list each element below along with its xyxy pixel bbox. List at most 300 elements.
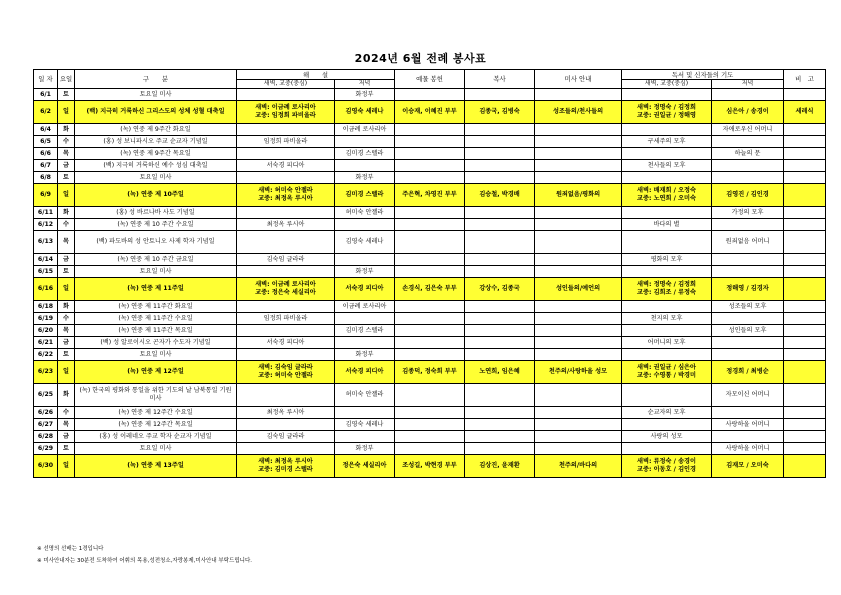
category-cell: (녹) 연중 제 11주간 화요일 — [75, 301, 237, 313]
category-cell: 토요일 미사 — [75, 266, 237, 278]
weekday-cell: 금 — [58, 254, 75, 266]
offering-cell — [395, 443, 465, 455]
category-cell: (녹) 연중 제 11주일 — [75, 278, 237, 301]
lectors-dawn-cell: 어머니의 모후 — [622, 337, 712, 349]
reading-dawn-cell — [237, 124, 335, 136]
lectors-evening-cell — [712, 172, 784, 184]
date-cell: 6/6 — [34, 148, 58, 160]
reading-evening-cell: 화정부 — [335, 266, 395, 278]
weekday-cell: 수 — [58, 313, 75, 325]
reading-dawn-cell: 새벽: 김숙임 글라라 교중: 허미숙 안젤라 — [237, 361, 335, 384]
lectors-evening-cell: 심은아 / 송경이 — [712, 101, 784, 124]
offering-cell — [395, 301, 465, 313]
service-cell — [465, 301, 535, 313]
mass-guide-cell: 성조들의/천사들의 — [535, 101, 622, 124]
remarks-cell — [784, 124, 826, 136]
reading-dawn-cell — [237, 266, 335, 278]
reading-evening-cell: 김영숙 세레나 — [335, 419, 395, 431]
lectors-evening-cell: 성인들의 모후 — [712, 325, 784, 337]
reading-evening-cell: 김미경 스텔라 — [335, 148, 395, 160]
date-cell: 6/28 — [34, 431, 58, 443]
offering-cell — [395, 431, 465, 443]
offering-cell — [395, 384, 465, 407]
table-row — [34, 231, 826, 254]
weekday-cell: 화 — [58, 301, 75, 313]
weekday-cell: 금 — [58, 160, 75, 172]
lectors-evening-cell: 자애로우신 어머니 — [712, 124, 784, 136]
reading-evening-cell: 화정부 — [335, 172, 395, 184]
offering-cell — [395, 136, 465, 148]
lectors-dawn-cell: 천지의 모후 — [622, 313, 712, 325]
category-cell: (백) 지극히 거룩하신 그리스도의 성체 성혈 대축일 — [75, 101, 237, 124]
lectors-evening-cell — [712, 89, 784, 101]
mass-guide-cell — [535, 301, 622, 313]
reading-dawn-cell: 서숙경 피디아 — [237, 337, 335, 349]
category-cell: 토요일 미사 — [75, 172, 237, 184]
weekday-cell: 목 — [58, 325, 75, 337]
service-cell: 김승철, 박경배 — [465, 184, 535, 207]
lectors-evening-cell — [712, 313, 784, 325]
lectors-dawn-cell: 새벽: 정명숙 / 김정희 교중: 권일균 / 정해영 — [622, 101, 712, 124]
reading-evening-cell — [335, 254, 395, 266]
header-date: 일 자 — [34, 70, 58, 89]
weekday-cell: 금 — [58, 431, 75, 443]
reading-dawn-cell: 김숙임 글라라 — [237, 254, 335, 266]
date-cell: 6/20 — [34, 325, 58, 337]
category-cell: (녹) 연중 제 9주간 목요일 — [75, 148, 237, 160]
service-cell — [465, 325, 535, 337]
mass-guide-cell — [535, 136, 622, 148]
reading-dawn-cell: 새벽: 허미숙 안젤라 교중: 최정옥 루시아 — [237, 184, 335, 207]
offering-cell — [395, 89, 465, 101]
mass-guide-cell: 원죄없음/평화의 — [535, 184, 622, 207]
reading-evening-cell — [335, 431, 395, 443]
date-cell: 6/27 — [34, 419, 58, 431]
service-cell — [465, 219, 535, 231]
lectors-evening-cell: 가정의 모후 — [712, 207, 784, 219]
lectors-evening-cell — [712, 349, 784, 361]
lectors-dawn-cell — [622, 231, 712, 254]
reading-dawn-cell: 최정옥 루시아 — [237, 407, 335, 419]
header-weekday: 요일 — [58, 70, 75, 89]
service-cell — [465, 337, 535, 349]
lectors-evening-cell — [712, 266, 784, 278]
weekday-cell: 토 — [58, 89, 75, 101]
remarks-cell — [784, 231, 826, 254]
reading-dawn-cell — [237, 231, 335, 254]
weekday-cell: 수 — [58, 407, 75, 419]
lectors-evening-cell: 하늘의 문 — [712, 148, 784, 160]
lectors-evening-cell: 사랑하올 어머니 — [712, 419, 784, 431]
service-cell — [465, 231, 535, 254]
mass-guide-cell — [535, 124, 622, 136]
reading-evening-cell: 허미숙 안젤라 — [335, 207, 395, 219]
remarks-cell — [784, 160, 826, 172]
lectors-evening-cell — [712, 160, 784, 172]
remarks-cell — [784, 278, 826, 301]
date-cell: 6/15 — [34, 266, 58, 278]
weekday-cell: 목 — [58, 419, 75, 431]
reading-dawn-cell: 서숙경 피디아 — [237, 160, 335, 172]
remarks-cell — [784, 407, 826, 419]
category-cell: (백) 파도바의 성 안토니오 사제 학자 기념일 — [75, 231, 237, 254]
service-cell: 김종국, 김병숙 — [465, 101, 535, 124]
reading-dawn-cell: 새벽: 이금례 로사리아 교중: 정은숙 세실리아 — [237, 278, 335, 301]
date-cell: 6/4 — [34, 124, 58, 136]
remarks-cell — [784, 431, 826, 443]
reading-evening-cell: 이금례 로사리아 — [335, 301, 395, 313]
date-cell: 6/19 — [34, 313, 58, 325]
reading-evening-cell: 허미숙 안젤라 — [335, 384, 395, 407]
table-row — [34, 455, 826, 478]
reading-evening-cell: 정은숙 세실리아 — [335, 455, 395, 478]
mass-guide-cell — [535, 89, 622, 101]
lectors-dawn-cell — [622, 443, 712, 455]
table-row — [34, 136, 826, 148]
mass-guide-cell — [535, 266, 622, 278]
remarks-cell — [784, 184, 826, 207]
offering-cell — [395, 207, 465, 219]
table-row — [34, 148, 826, 160]
lectors-dawn-cell: 바다의 별 — [622, 219, 712, 231]
remarks-cell — [784, 443, 826, 455]
lectors-evening-cell — [712, 136, 784, 148]
mass-guide-cell: 성인들의/예언의 — [535, 278, 622, 301]
table-row — [34, 301, 826, 313]
category-cell: (녹) 연중 제 10 주간 금요일 — [75, 254, 237, 266]
reading-dawn-cell — [237, 325, 335, 337]
lectors-dawn-cell — [622, 419, 712, 431]
page-title: 2024년 6월 전례 봉사표 — [354, 52, 487, 65]
reading-evening-cell: 화정부 — [335, 443, 395, 455]
mass-guide-cell — [535, 384, 622, 407]
lectors-dawn-cell: 사랑의 성모 — [622, 431, 712, 443]
weekday-cell: 일 — [58, 455, 75, 478]
weekday-cell: 일 — [58, 361, 75, 384]
category-cell: 토요일 미사 — [75, 89, 237, 101]
weekday-cell: 일 — [58, 278, 75, 301]
category-cell: (녹) 연중 제 12주간 목요일 — [75, 419, 237, 431]
offering-cell — [395, 337, 465, 349]
weekday-cell: 토 — [58, 349, 75, 361]
category-cell: (녹) 연중 제 11주간 수요일 — [75, 313, 237, 325]
remarks-cell — [784, 361, 826, 384]
offering-cell — [395, 407, 465, 419]
weekday-cell: 토 — [58, 266, 75, 278]
remarks-cell — [784, 349, 826, 361]
header-reading: 해 설 — [237, 70, 395, 80]
category-cell: (녹) 한국의 평화와 통일을 위한 기도의 날 남북통일 기원 미사 — [75, 384, 237, 407]
offering-cell — [395, 266, 465, 278]
service-cell — [465, 266, 535, 278]
lectors-evening-cell — [712, 431, 784, 443]
header-service: 복사 — [465, 70, 535, 89]
service-cell: 김상진, 윤재환 — [465, 455, 535, 478]
category-cell: 토요일 미사 — [75, 443, 237, 455]
header-lectors: 독서 및 신자들의 기도 — [622, 70, 784, 80]
table-row — [34, 266, 826, 278]
table-row — [34, 184, 826, 207]
service-cell — [465, 254, 535, 266]
header-lectors-sub2: 저녁 — [712, 80, 784, 89]
table-row — [34, 172, 826, 184]
schedule-body — [34, 89, 826, 478]
remarks-cell — [784, 207, 826, 219]
mass-guide-cell — [535, 219, 622, 231]
date-cell: 6/26 — [34, 407, 58, 419]
weekday-cell: 일 — [58, 101, 75, 124]
category-cell: (녹) 연중 제 13주일 — [75, 455, 237, 478]
header-reading-sub1: 새벽, 교중(중심) — [237, 80, 335, 89]
offering-cell — [395, 419, 465, 431]
lectors-evening-cell: 정해영 / 김경자 — [712, 278, 784, 301]
lectors-dawn-cell: 구세주의 모후 — [622, 136, 712, 148]
reading-evening-cell: 김영숙 세레나 — [335, 231, 395, 254]
date-cell: 6/21 — [34, 337, 58, 349]
lectors-dawn-cell — [622, 148, 712, 160]
reading-dawn-cell — [237, 148, 335, 160]
offering-cell — [395, 172, 465, 184]
offering-cell: 이승재, 이혜진 부부 — [395, 101, 465, 124]
reading-evening-cell: 화정부 — [335, 89, 395, 101]
category-cell: (녹) 연중 제 12주간 수요일 — [75, 407, 237, 419]
table-row — [34, 384, 826, 407]
reading-dawn-cell — [237, 301, 335, 313]
lectors-dawn-cell: 순교자의 모후 — [622, 407, 712, 419]
weekday-cell: 화 — [58, 124, 75, 136]
mass-guide-cell — [535, 231, 622, 254]
lectors-dawn-cell: 새벽: 권일균 / 심은아 교중: 수영통 / 박경미 — [622, 361, 712, 384]
service-cell — [465, 207, 535, 219]
remarks-cell — [784, 455, 826, 478]
offering-cell — [395, 148, 465, 160]
date-cell: 6/23 — [34, 361, 58, 384]
remarks-cell — [784, 148, 826, 160]
reading-dawn-cell — [237, 172, 335, 184]
offering-cell — [395, 124, 465, 136]
table-row — [34, 431, 826, 443]
service-cell — [465, 443, 535, 455]
category-cell: 토요일 미사 — [75, 349, 237, 361]
offering-cell: 주은혁, 차영진 부부 — [395, 184, 465, 207]
reading-dawn-cell: 새벽: 최정옥 루시아 교중: 김미경 스텔라 — [237, 455, 335, 478]
lectors-evening-cell: 김영진 / 김인경 — [712, 184, 784, 207]
lectors-dawn-cell — [622, 349, 712, 361]
date-cell: 6/13 — [34, 231, 58, 254]
remarks-cell — [784, 313, 826, 325]
reading-evening-cell: 김영숙 세레나 — [335, 101, 395, 124]
mass-guide-cell — [535, 160, 622, 172]
service-cell — [465, 89, 535, 101]
lectors-evening-cell — [712, 219, 784, 231]
offering-cell: 손경식, 김은숙 부부 — [395, 278, 465, 301]
category-cell: (녹) 연중 제 11주간 목요일 — [75, 325, 237, 337]
remarks-cell — [784, 325, 826, 337]
lectors-dawn-cell — [622, 325, 712, 337]
table-row — [34, 219, 826, 231]
lectors-dawn-cell: 새벽: 배재희 / 오정숙 교중: 노연희 / 오미숙 — [622, 184, 712, 207]
date-cell: 6/2 — [34, 101, 58, 124]
table-row — [34, 160, 826, 172]
service-cell — [465, 172, 535, 184]
category-cell: (홍) 성 이레네오 주교 학자 순교자 기념일 — [75, 431, 237, 443]
offering-cell: 김종덕, 정숙희 부부 — [395, 361, 465, 384]
category-cell: (백) 지극히 거룩하신 예수 성심 대축일 — [75, 160, 237, 172]
table-row — [34, 349, 826, 361]
remarks-cell: 세레식 — [784, 101, 826, 124]
reading-evening-cell — [335, 136, 395, 148]
remarks-cell — [784, 419, 826, 431]
mass-guide-cell — [535, 207, 622, 219]
date-cell: 6/18 — [34, 301, 58, 313]
reading-dawn-cell: 새벽: 이금례 로사리아 교중: 임정희 파비올라 — [237, 101, 335, 124]
mass-guide-cell — [535, 349, 622, 361]
lectors-evening-cell — [712, 254, 784, 266]
table-row — [34, 361, 826, 384]
header-offering: 예물 봉헌 — [395, 70, 465, 89]
service-cell — [465, 431, 535, 443]
table-row — [34, 278, 826, 301]
header-remarks: 비 고 — [784, 70, 826, 89]
date-cell: 6/12 — [34, 219, 58, 231]
weekday-cell: 화 — [58, 207, 75, 219]
offering-cell — [395, 219, 465, 231]
mass-guide-cell — [535, 148, 622, 160]
reading-dawn-cell: 임정희 파비올라 — [237, 136, 335, 148]
service-cell: 강상수, 김종국 — [465, 278, 535, 301]
remarks-cell — [784, 172, 826, 184]
date-cell: 6/8 — [34, 172, 58, 184]
remarks-cell — [784, 266, 826, 278]
date-cell: 6/9 — [34, 184, 58, 207]
table-row — [34, 419, 826, 431]
table-row — [34, 313, 826, 325]
mass-guide-cell — [535, 431, 622, 443]
weekday-cell: 목 — [58, 148, 75, 160]
lectors-dawn-cell — [622, 207, 712, 219]
remarks-cell — [784, 136, 826, 148]
date-cell: 6/29 — [34, 443, 58, 455]
category-cell: (녹) 연중 제 10 주간 수요일 — [75, 219, 237, 231]
lectors-evening-cell: 자모이신 어머니 — [712, 384, 784, 407]
mass-guide-cell — [535, 337, 622, 349]
table-row — [34, 207, 826, 219]
mass-guide-cell — [535, 443, 622, 455]
lectors-evening-cell: 김재모 / 오미숙 — [712, 455, 784, 478]
date-cell: 6/22 — [34, 349, 58, 361]
reading-dawn-cell: 김숙임 글라라 — [237, 431, 335, 443]
table-row — [34, 325, 826, 337]
weekday-cell: 수 — [58, 219, 75, 231]
table-row — [34, 443, 826, 455]
mass-guide-cell — [535, 325, 622, 337]
remarks-cell — [784, 89, 826, 101]
weekday-cell: 수 — [58, 136, 75, 148]
category-cell: (녹) 연중 제 12주일 — [75, 361, 237, 384]
category-cell: (녹) 연중 제 9주간 화요일 — [75, 124, 237, 136]
remarks-cell — [784, 219, 826, 231]
weekday-cell: 일 — [58, 184, 75, 207]
reading-evening-cell — [335, 219, 395, 231]
reading-dawn-cell — [237, 349, 335, 361]
reading-evening-cell: 이금례 로사리아 — [335, 124, 395, 136]
header-reading-sub2: 저녁 — [335, 80, 395, 89]
service-cell — [465, 349, 535, 361]
remarks-cell — [784, 301, 826, 313]
reading-dawn-cell — [237, 207, 335, 219]
service-cell — [465, 136, 535, 148]
reading-dawn-cell — [237, 384, 335, 407]
schedule-table — [33, 69, 826, 478]
reading-evening-cell: 화정부 — [335, 349, 395, 361]
weekday-cell: 화 — [58, 384, 75, 407]
date-cell: 6/7 — [34, 160, 58, 172]
offering-cell — [395, 349, 465, 361]
service-cell — [465, 419, 535, 431]
date-cell: 6/1 — [34, 89, 58, 101]
date-cell: 6/14 — [34, 254, 58, 266]
category-cell: (녹) 연중 제 10주일 — [75, 184, 237, 207]
remarks-cell — [784, 337, 826, 349]
offering-cell — [395, 160, 465, 172]
offering-cell — [395, 313, 465, 325]
lectors-dawn-cell: 천사들의 모후 — [622, 160, 712, 172]
service-cell — [465, 313, 535, 325]
lectors-evening-cell: 정경희 / 최병순 — [712, 361, 784, 384]
mass-guide-cell — [535, 419, 622, 431]
date-cell: 6/25 — [34, 384, 58, 407]
offering-cell — [395, 325, 465, 337]
lectors-evening-cell: 원죄없음 어머니 — [712, 231, 784, 254]
reading-dawn-cell — [237, 89, 335, 101]
reading-evening-cell: 서숙경 피디아 — [335, 278, 395, 301]
table-row — [34, 254, 826, 266]
category-cell: (홍) 성 바르나바 사도 기념일 — [75, 207, 237, 219]
lectors-evening-cell: 성조들의 모후 — [712, 301, 784, 313]
weekday-cell: 목 — [58, 231, 75, 254]
weekday-cell: 토 — [58, 443, 75, 455]
table-row — [34, 407, 826, 419]
date-cell: 6/16 — [34, 278, 58, 301]
reading-dawn-cell — [237, 443, 335, 455]
mass-guide-cell — [535, 254, 622, 266]
lectors-dawn-cell: 새벽: 류정숙 / 송경이 교중: 이동호 / 김인경 — [622, 455, 712, 478]
category-cell: (홍) 성 보니파시오 주교 순교자 기념일 — [75, 136, 237, 148]
table-row — [34, 337, 826, 349]
service-cell — [465, 384, 535, 407]
mass-guide-cell: 천주의/바다의 — [535, 455, 622, 478]
reading-evening-cell — [335, 407, 395, 419]
lectors-dawn-cell: 평화의 모후 — [622, 254, 712, 266]
reading-evening-cell: 서숙경 피디아 — [335, 361, 395, 384]
lectors-evening-cell: 사랑하올 어머니 — [712, 443, 784, 455]
lectors-dawn-cell — [622, 301, 712, 313]
date-cell: 6/11 — [34, 207, 58, 219]
note-2: ※ 미사안내자는 30분전 도착하여 어휘의 목용,성전청소,자랑봉제,미사안내 부탁드립니다. — [37, 558, 253, 564]
reading-evening-cell: 김미경 스텔라 — [335, 325, 395, 337]
header-category: 구 분 — [75, 70, 237, 89]
service-cell: 노연희, 임은혜 — [465, 361, 535, 384]
remarks-cell — [784, 384, 826, 407]
mass-guide-cell: 천주의/사랑하올 성모 — [535, 361, 622, 384]
lectors-dawn-cell — [622, 89, 712, 101]
weekday-cell: 토 — [58, 172, 75, 184]
mass-guide-cell — [535, 313, 622, 325]
offering-cell — [395, 254, 465, 266]
offering-cell: 조성길, 박현경 부부 — [395, 455, 465, 478]
remarks-cell — [784, 254, 826, 266]
mass-guide-cell — [535, 172, 622, 184]
